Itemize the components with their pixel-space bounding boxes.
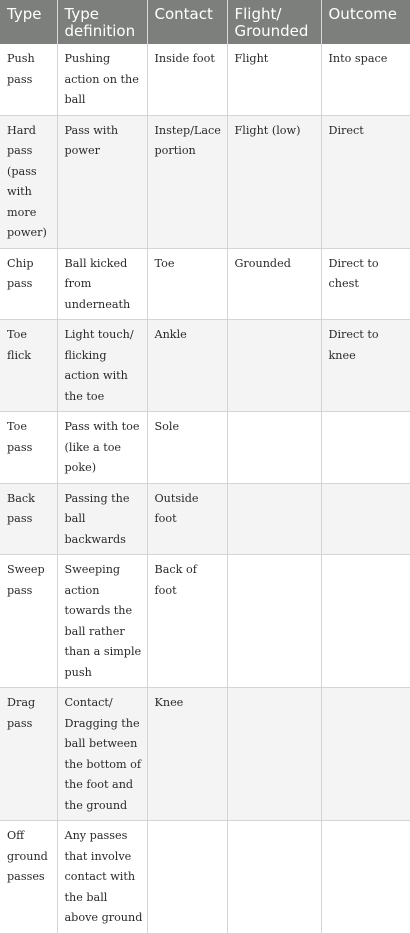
cell-type-definition: Any passes that involve contact with the ball above ground: [57, 821, 147, 934]
cell-contact: Instep/Lace portion: [147, 115, 227, 248]
cell-type: Chip pass: [0, 248, 57, 320]
cell-flight-grounded: [227, 320, 321, 412]
cell-type: Toe flick: [0, 320, 57, 412]
cell-contact: Back of foot: [147, 555, 227, 688]
cell-type: Back pass: [0, 483, 57, 555]
cell-contact: Inside foot: [147, 44, 227, 115]
header-row: [0, 0, 410, 44]
cell-outcome: [321, 483, 410, 555]
cell-flight-grounded: Flight (low): [227, 115, 321, 248]
header-outcome: Outcome: [321, 0, 410, 44]
table-row: [0, 688, 410, 821]
cell-type: Toe pass: [0, 412, 57, 484]
table-row: [0, 115, 410, 248]
cell-outcome: Direct to chest: [321, 248, 410, 320]
table-row: [0, 555, 410, 688]
cell-type: Off ground passes: [0, 821, 57, 934]
cell-type-definition: Light touch/ flicking action with the toe: [57, 320, 147, 412]
table-row: [0, 412, 410, 484]
cell-type-definition: Contact/ Dragging the ball between the bottom of the foot and the ground: [57, 688, 147, 821]
table-row: [0, 44, 410, 115]
cell-flight-grounded: Grounded: [227, 248, 321, 320]
cell-type-definition: Pass with toe (like a toe poke): [57, 412, 147, 484]
cell-type: Hard pass (pass with more power): [0, 115, 57, 248]
cell-outcome: [321, 555, 410, 688]
table-body: [0, 44, 410, 933]
header-flight-grounded: Flight/ Grounded: [227, 0, 321, 44]
cell-type-definition: Ball kicked from underneath: [57, 248, 147, 320]
header-type: Type: [0, 0, 57, 44]
cell-flight-grounded: [227, 688, 321, 821]
cell-contact: [147, 821, 227, 934]
cell-outcome: [321, 688, 410, 821]
table-row: [0, 821, 410, 934]
table-header: [0, 0, 410, 44]
cell-flight-grounded: [227, 821, 321, 934]
table-row: [0, 320, 410, 412]
cell-contact: Knee: [147, 688, 227, 821]
cell-type-definition: Pushing action on the ball: [57, 44, 147, 115]
cell-flight-grounded: Flight: [227, 44, 321, 115]
cell-contact: Ankle: [147, 320, 227, 412]
cell-type: Sweep pass: [0, 555, 57, 688]
cell-flight-grounded: [227, 555, 321, 688]
cell-outcome: Into space: [321, 44, 410, 115]
cell-flight-grounded: [227, 483, 321, 555]
cell-contact: Toe: [147, 248, 227, 320]
header-type-definition: Type definition: [57, 0, 147, 44]
cell-outcome: [321, 821, 410, 934]
cell-type-definition: Pass with power: [57, 115, 147, 248]
cell-outcome: Direct: [321, 115, 410, 248]
cell-flight-grounded: [227, 412, 321, 484]
table-row: [0, 483, 410, 555]
cell-type: Push pass: [0, 44, 57, 115]
cell-contact: Outside foot: [147, 483, 227, 555]
table-row: [0, 248, 410, 320]
cell-outcome: [321, 412, 410, 484]
header-contact: Contact: [147, 0, 227, 44]
cell-type: Drag pass: [0, 688, 57, 821]
cell-type-definition: Sweeping action towards the ball rather than a simple push: [57, 555, 147, 688]
cell-type-definition: Passing the ball backwards: [57, 483, 147, 555]
cell-contact: Sole: [147, 412, 227, 484]
cell-outcome: Direct to knee: [321, 320, 410, 412]
